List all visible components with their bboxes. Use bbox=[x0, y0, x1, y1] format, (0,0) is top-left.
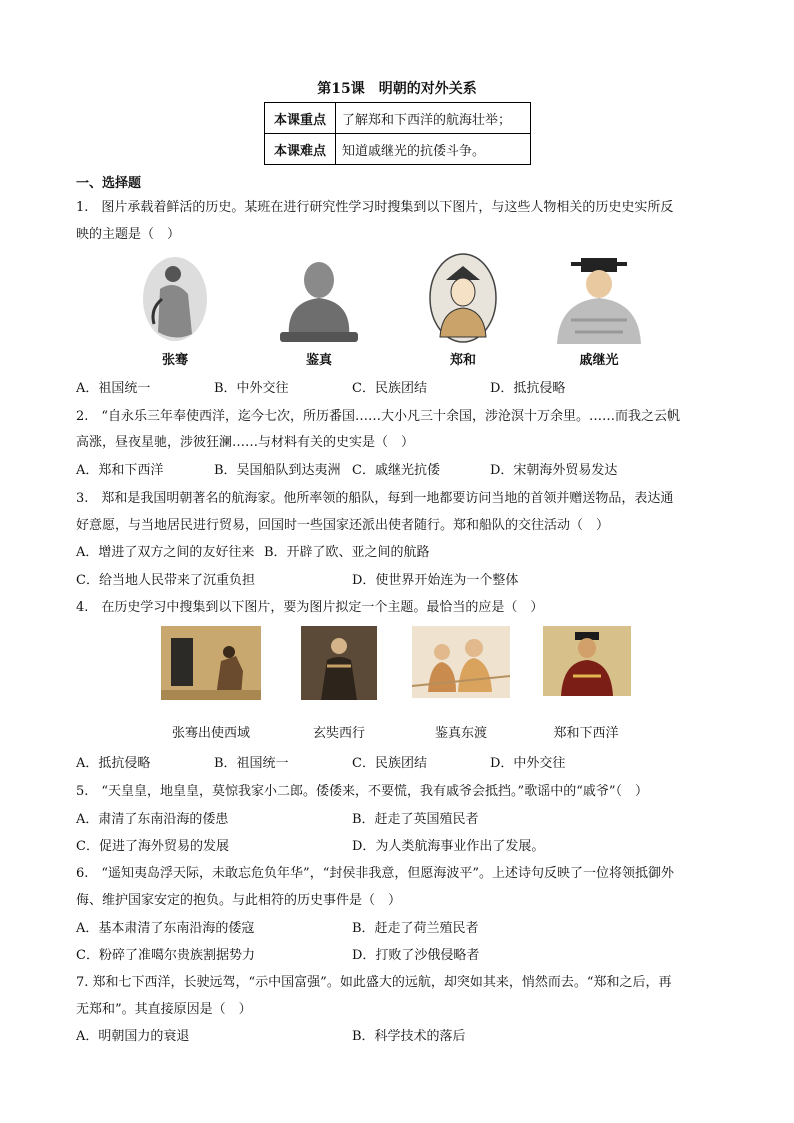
q3-option-c[interactable]: C．给当地人民带来了沉重负担 bbox=[76, 573, 255, 588]
q1-stem-line2: 映的主题是（ ） bbox=[76, 227, 181, 242]
q1-option-d[interactable]: D．抵抗侵略 bbox=[490, 381, 566, 396]
q4-option-d[interactable]: D．中外交往 bbox=[490, 756, 566, 771]
q2-option-c[interactable]: C．戚继光抗倭 bbox=[352, 463, 440, 478]
caption-zhangqian: 张骞 bbox=[161, 353, 188, 368]
q5-stem: 5. “天皇皇，地皇皇，莫惊我家小二郎。倭倭来，不要慌，我有戚爷会抵挡。”歌谣中的“戚爷”（ ） bbox=[76, 784, 648, 799]
portrait-jianzhen-image bbox=[274, 252, 364, 344]
table-row bbox=[265, 103, 531, 134]
q2-option-d[interactable]: D．宋朝海外贸易发达 bbox=[490, 463, 618, 478]
q3-stem-line1: 3. 郑和是我国明朝著名的航海家。他所率领的船队，每到一地都要访问当地的首领并赠送物品，表达通 bbox=[76, 491, 674, 506]
portrait-qijiguang-image bbox=[551, 250, 647, 346]
q1-option-b[interactable]: B．中外交往 bbox=[214, 381, 289, 396]
q3-option-d[interactable]: D．使世界开始连为一个整体 bbox=[352, 573, 519, 588]
painting-zhangqian-image bbox=[161, 626, 261, 700]
portrait-zhenghe-image bbox=[428, 252, 498, 344]
section-heading: 一、选择题 bbox=[76, 176, 142, 191]
q6-stem-line2: 侮、维护国家安定的抱负。与此相符的历史事件是（ ） bbox=[76, 893, 402, 908]
portrait-zhangqian-image bbox=[140, 254, 210, 344]
q5-option-a[interactable]: A．肃清了东南沿海的倭患 bbox=[76, 812, 229, 827]
q6-option-d[interactable]: D．打败了沙俄侵略者 bbox=[352, 948, 480, 963]
q2-option-a[interactable]: A．郑和下西洋 bbox=[76, 463, 164, 478]
caption-xuanzang-west: 玄奘西行 bbox=[312, 726, 365, 741]
table-row bbox=[265, 134, 531, 165]
q3-option-a[interactable]: A．增进了双方之间的友好往来 bbox=[76, 545, 255, 560]
q3-option-b[interactable]: B．开辟了欧、亚之间的航路 bbox=[264, 545, 430, 560]
caption-zhangqian-west: 张骞出使西域 bbox=[171, 726, 250, 741]
key-points-table bbox=[264, 102, 531, 165]
caption-qijiguang: 戚继光 bbox=[579, 353, 619, 368]
painting-jianzhen-image bbox=[412, 626, 510, 698]
q4-option-b[interactable]: B．祖国统一 bbox=[214, 756, 289, 771]
key-label: 本课重点 bbox=[265, 103, 336, 134]
q7-stem-line1: 7. 郑和七下西洋，长驶远驾，“示中国富强”。如此盛大的远航，却突如其来，悄然而去。“郑和之后，再 bbox=[76, 975, 672, 990]
q7-option-b[interactable]: B．科学技术的落后 bbox=[352, 1029, 466, 1044]
q5-option-b[interactable]: B．赶走了英国殖民者 bbox=[352, 812, 479, 827]
caption-zhenghe-voyage: 郑和下西洋 bbox=[553, 726, 619, 741]
q7-option-a[interactable]: A．明朝国力的衰退 bbox=[76, 1029, 190, 1044]
painting-zhenghe-image bbox=[543, 626, 631, 696]
difficulty-value: 知道戚继光的抗倭斗争。 bbox=[336, 134, 531, 165]
q3-stem-line2: 好意愿，与当地居民进行贸易，回国时一些国家还派出使者随行。郑和船队的交往活动（ ） bbox=[76, 518, 610, 533]
caption-zhenghe: 郑和 bbox=[449, 353, 476, 368]
q2-stem-line2: 高涨，昼夜星驰，涉彼狂澜……与材料有关的史实是（ ） bbox=[76, 435, 415, 450]
q6-stem-line1: 6. “遥知夷岛浮天际，未敢忘危负年华”，“封侯非我意，但愿海波平”。上述诗句反映了一位将领抵御外 bbox=[76, 866, 674, 881]
q6-option-b[interactable]: B．赶走了荷兰殖民者 bbox=[352, 921, 479, 936]
caption-jianzhen-east: 鉴真东渡 bbox=[434, 726, 487, 741]
painting-xuanzang-image bbox=[301, 626, 377, 700]
q1-stem-line1: 1. 图片承载着鲜活的历史。某班在进行研究性学习时搜集到以下图片，与这些人物相关的历史史实所反 bbox=[76, 200, 674, 215]
q4-option-c[interactable]: C．民族团结 bbox=[352, 756, 427, 771]
q6-option-a[interactable]: A．基本肃清了东南沿海的倭寇 bbox=[76, 921, 255, 936]
q6-option-c[interactable]: C．粉碎了准噶尔贵族割据势力 bbox=[76, 948, 255, 963]
q2-stem-line1: 2. “自永乐三年奉使西洋，迄今七次，所历番国……大小凡三十余国，涉沧溟十万余里。……而我之云帆 bbox=[76, 409, 681, 424]
q4-option-a[interactable]: A．抵抗侵略 bbox=[76, 756, 151, 771]
difficulty-label: 本课难点 bbox=[265, 134, 336, 165]
q1-option-c[interactable]: C．民族团结 bbox=[352, 381, 427, 396]
q7-stem-line2: 无郑和”。其直接原因是（ ） bbox=[76, 1002, 252, 1017]
q2-option-b[interactable]: B．吴国船队到达夷洲 bbox=[214, 463, 341, 478]
caption-jianzhen: 鉴真 bbox=[305, 353, 332, 368]
q4-stem: 4. 在历史学习中搜集到以下图片，要为图片拟定一个主题。最恰当的应是（ ） bbox=[76, 600, 544, 615]
key-value: 了解郑和下西洋的航海壮举； bbox=[336, 103, 531, 134]
q1-option-a[interactable]: A．祖国统一 bbox=[76, 381, 151, 396]
q5-option-c[interactable]: C．促进了海外贸易的发展 bbox=[76, 839, 229, 854]
q5-option-d[interactable]: D．为人类航海事业作出了发展。 bbox=[352, 839, 545, 854]
page-title: 第15课 明朝的对外关系 bbox=[317, 81, 477, 97]
